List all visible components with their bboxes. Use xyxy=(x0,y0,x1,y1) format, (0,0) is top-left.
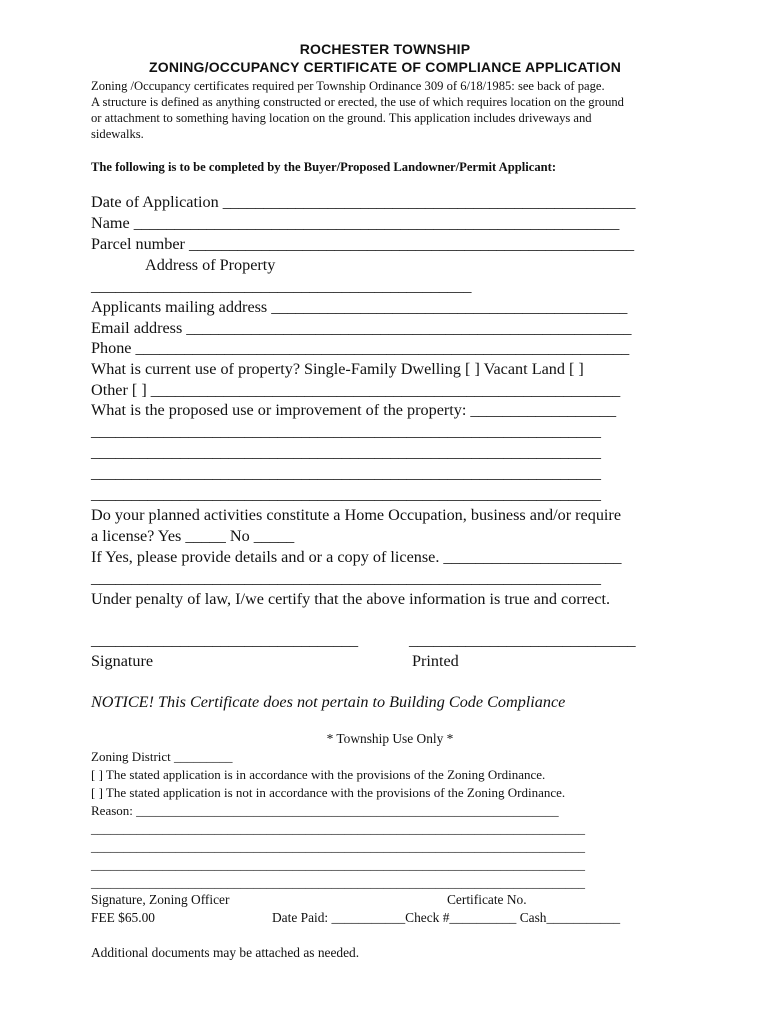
certificate-number-label: Certificate No. xyxy=(447,892,527,907)
intro-line-4: sidewalks. xyxy=(91,127,144,141)
signature-line[interactable]: _________________________________ xyxy=(91,631,359,649)
township-use-heading: * Township Use Only * xyxy=(326,731,454,746)
proposed-use-field[interactable]: What is the proposed use or improvement of the property: __________________ xyxy=(91,401,617,419)
address-of-property-field[interactable]: _______________________________________________ xyxy=(91,277,472,295)
phone-field[interactable]: Phone _____________________________________________________________ xyxy=(91,339,630,357)
zoning-officer-signature-label: Signature, Zoning Officer xyxy=(91,892,230,907)
proposed-use-line-1[interactable]: _______________________________________________________________ xyxy=(91,422,601,440)
license-details-field[interactable]: If Yes, please provide details and or a copy of license. ______________________ xyxy=(91,548,622,566)
proposed-use-line-2[interactable]: _______________________________________________________________ xyxy=(91,443,601,461)
intro-line-3: or attachment to something having location on the ground. This application includes driveways and xyxy=(91,111,592,125)
reason-line-4[interactable]: ____________________________________________________________________________ xyxy=(91,875,585,890)
zoning-district-field[interactable]: Zoning District _________ xyxy=(91,749,233,764)
reason-line-1[interactable]: ____________________________________________________________________________ xyxy=(91,821,585,836)
signature-label: Signature xyxy=(91,652,154,670)
home-occupation-question: Do your planned activities constitute a Home Occupation, business and/or require xyxy=(91,506,621,524)
certification-statement: Under penalty of law, I/we certify that the above information is true and correct. xyxy=(91,590,610,608)
building-code-notice: NOTICE! This Certificate does not pertain to Building Code Compliance xyxy=(91,693,566,711)
proposed-use-line-3[interactable]: _______________________________________________________________ xyxy=(91,464,601,482)
other-use-field[interactable]: Other [ ] __________________________________________________________ xyxy=(91,381,621,399)
printed-name-line[interactable]: ____________________________ xyxy=(409,631,636,649)
not-in-accordance-checkbox[interactable]: [ ] The stated application is not in accordance with the provisions of the Zoning Ordinance. xyxy=(91,785,566,800)
email-address-field[interactable]: Email address _______________________________________________________ xyxy=(91,319,632,337)
in-accordance-checkbox[interactable]: [ ] The stated application is in accordance with the provisions of the Zoning Ordinance. xyxy=(91,767,546,782)
reason-line-2[interactable]: ____________________________________________________________________________ xyxy=(91,839,585,854)
form-title: ZONING/OCCUPANCY CERTIFICATE OF COMPLIANCE APPLICATION xyxy=(148,59,622,75)
mailing-address-field[interactable]: Applicants mailing address ____________________________________________ xyxy=(91,298,628,316)
current-use-question[interactable]: What is current use of property? Single-Family Dwelling [ ] Vacant Land [ ] xyxy=(91,360,584,378)
reason-line-3[interactable]: ____________________________________________________________________________ xyxy=(91,857,585,872)
parcel-number-field[interactable]: Parcel number _______________________________________________________ xyxy=(91,235,635,253)
reason-field[interactable]: Reason: _________________________________________________________________ xyxy=(91,803,559,818)
payment-fields[interactable]: Date Paid: ___________Check #__________ Cash___________ xyxy=(272,910,621,925)
fee-amount: FEE $65.00 xyxy=(91,910,155,925)
intro-line-2: A structure is defined as anything constructed or erected, the use of which requires location on the ground xyxy=(91,95,624,109)
address-of-property-label: Address of Property xyxy=(145,256,276,274)
intro-line-1: Zoning /Occupancy certificates required per Township Ordinance 309 of 6/18/1985: see back of page. xyxy=(91,79,605,93)
applicant-instruction: The following is to be completed by the Buyer/Proposed Landowner/Permit Applicant: xyxy=(91,160,557,174)
additional-documents-note: Additional documents may be attached as needed. xyxy=(91,945,360,960)
name-field[interactable]: Name ____________________________________________________________ xyxy=(91,214,620,232)
printed-label: Printed xyxy=(412,652,459,670)
township-title: ROCHESTER TOWNSHIP xyxy=(299,41,471,57)
date-of-application-field[interactable]: Date of Application ___________________________________________________ xyxy=(91,193,636,211)
license-details-line[interactable]: _______________________________________________________________ xyxy=(91,569,601,587)
proposed-use-line-4[interactable]: _______________________________________________________________ xyxy=(91,485,601,503)
license-yes-no-field[interactable]: a license? Yes _____ No _____ xyxy=(91,527,295,545)
